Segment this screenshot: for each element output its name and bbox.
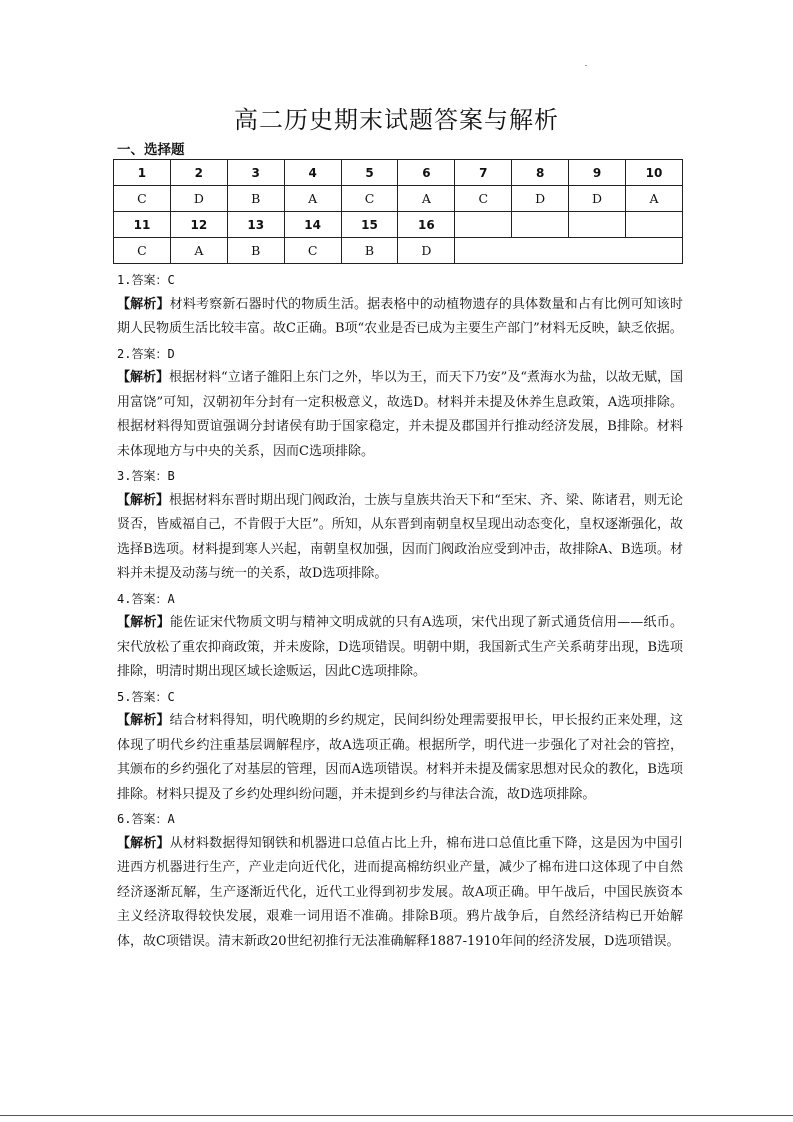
question-number: 9 (569, 160, 626, 186)
question-number: 12 (170, 212, 227, 238)
question-number: 4 (284, 160, 341, 186)
answer-cell: D (398, 238, 455, 264)
answer-line: 2.答案：D (117, 346, 175, 361)
page-title: 高二历史期末试题答案与解析 (234, 106, 559, 134)
question-number: 5 (341, 160, 398, 186)
answer-line: 5.答案：C (117, 689, 175, 704)
empty-cell (455, 212, 512, 238)
explanation-text: 从材料数据得知钢铁和机器进口总值占比上升，棉布进口总值比重下降，这是因为中国引进西方机器进行生产，产业走向近代化，进而提高棉纺织业产量，减少了棉布进口这体现了中自然经济逐渐瓦解，生产逐渐近代化，近代工业得到初步发展。故A项正确。甲午战后，中国民族资本主义经济取得较快发展，艰难一词用语不准确。排除B项。鸦片战争后，自然经济结构已开始解体，故C项错误。清末新政20世纪初推行无法准确解释1887-1910年间的经济发展，D选项错误。 (117, 835, 683, 949)
explanation-label: 【解析】 (117, 835, 170, 851)
table-row (114, 238, 683, 264)
answer-cell: A (626, 186, 683, 212)
question-number: 14 (284, 212, 341, 238)
empty-cell (512, 212, 569, 238)
answer-line: 6.答案：A (117, 812, 175, 826)
question-number: 13 (227, 212, 284, 238)
explanation-label: 【解析】 (117, 492, 170, 508)
question-number: 8 (512, 160, 569, 186)
answer-cell: C (284, 238, 341, 264)
answer-line: 3.答案：B (117, 469, 175, 483)
empty-merged-cell (455, 238, 683, 264)
explanation-text: 根据材料“立诸子雒阳上东门之外，毕以为王，而天下乃安”及“煮海水为盐，以故无赋，国用富饶”可知，汉朝初年分封有一定积极意义，故选D。材料并未提及休养生息政策，A选项排除。根据材料得知贾谊强调分封诸侯有助于国家稳定，并未提及郡国并行推动经济发展，B排除。材料未体现地方与中央的关系，因而C选项排除。 (117, 370, 683, 459)
question-number: 2 (170, 160, 227, 186)
answer-cell: B (227, 238, 284, 264)
explanation-label: 【解析】 (117, 370, 170, 385)
answer-cell: D (170, 186, 227, 212)
answer-cell: C (341, 186, 398, 212)
explanation-paragraph (117, 832, 683, 955)
answer-table (113, 159, 683, 264)
answer-cell: A (398, 186, 455, 212)
answer-cell: D (569, 186, 626, 212)
answer-cell: C (455, 186, 512, 212)
question-number: 16 (398, 212, 455, 238)
table-row (114, 212, 683, 238)
explanation-paragraph (117, 293, 683, 342)
question-number: 11 (114, 212, 171, 238)
question-number: 15 (341, 212, 398, 238)
question-number: 10 (626, 160, 683, 186)
empty-cell (626, 212, 683, 238)
answer-cell: C (114, 186, 171, 212)
table-row (114, 160, 683, 186)
answer-cell: B (227, 186, 284, 212)
explanation-label: 【解析】 (117, 296, 170, 312)
answer-cell: D (512, 186, 569, 212)
question-number: 1 (114, 160, 171, 186)
explanation-text: 能佐证宋代物质文明与精神文明成就的只有A选项，宋代出现了新式通货信用——纸币。宋代放松了重农抑商政策，并未废除，D选项错误。明朝中期，我国新式生产关系萌芽出现，B选项排除，明清时期出现区域长途贩运，因此C选项排除。 (117, 615, 683, 679)
explanation-paragraph (117, 611, 683, 685)
question-number: 3 (227, 160, 284, 186)
question-number: 7 (455, 160, 512, 186)
explanation-paragraph (117, 709, 683, 807)
answer-line: 4.答案：A (117, 591, 175, 606)
answer-cell: A (284, 186, 341, 212)
empty-cell (569, 212, 626, 238)
scan-dot (585, 65, 587, 66)
explanation-label: 【解析】 (117, 615, 171, 630)
answer-cell: A (170, 238, 227, 264)
answer-cell: B (341, 238, 398, 264)
explanations (117, 268, 683, 954)
explanation-paragraph (117, 366, 683, 464)
table-row (114, 186, 683, 212)
explanation-text: 根据材料东晋时期出现门阀政治，士族与皇族共治天下和“至宋、齐、梁、陈诸君，则无论贤否，皆威福自己，不肯假于大臣”。所知，从东晋到南朝皇权呈现出动态变化，皇权逐渐强化，故选择B选项。材料提到寒人兴起，南朝皇权加强，因而门阀政治应受到冲击，故排除A、B选项。材料并未提及动荡与统一的关系，故D选项排除。 (117, 492, 683, 581)
section-heading: 一、选择题 (117, 142, 185, 158)
explanation-text: 材料考察新石器时代的物质生活。据表格中的动植物遗存的具体数量和占有比例可知该时期人民物质生活比较丰富。故C正确。B项“农业是否已成为主要生产部门”材料无反映，缺乏依据。 (117, 296, 683, 336)
page-bottom-rule (0, 1115, 793, 1116)
explanation-paragraph (117, 489, 683, 587)
answer-line: 1.答案：C (117, 273, 175, 287)
explanation-label: 【解析】 (117, 713, 170, 728)
answer-cell: C (114, 238, 171, 264)
question-number: 6 (398, 160, 455, 186)
explanation-text: 结合材料得知，明代晚期的乡约规定，民间纠纷处理需要报甲长，甲长报约正来处理，这体现了明代乡约注重基层调解程序，故A选项正确。根据所学，明代进一步强化了对社会的管控，其颁布的乡约强化了对基层的管理，因而A选项错误。材料并未提及儒家思想对民众的教化，B选项排除。材料只提及了乡约处理纠纷问题，并未提到乡约与律法合流，故D选项排除。 (117, 713, 683, 802)
